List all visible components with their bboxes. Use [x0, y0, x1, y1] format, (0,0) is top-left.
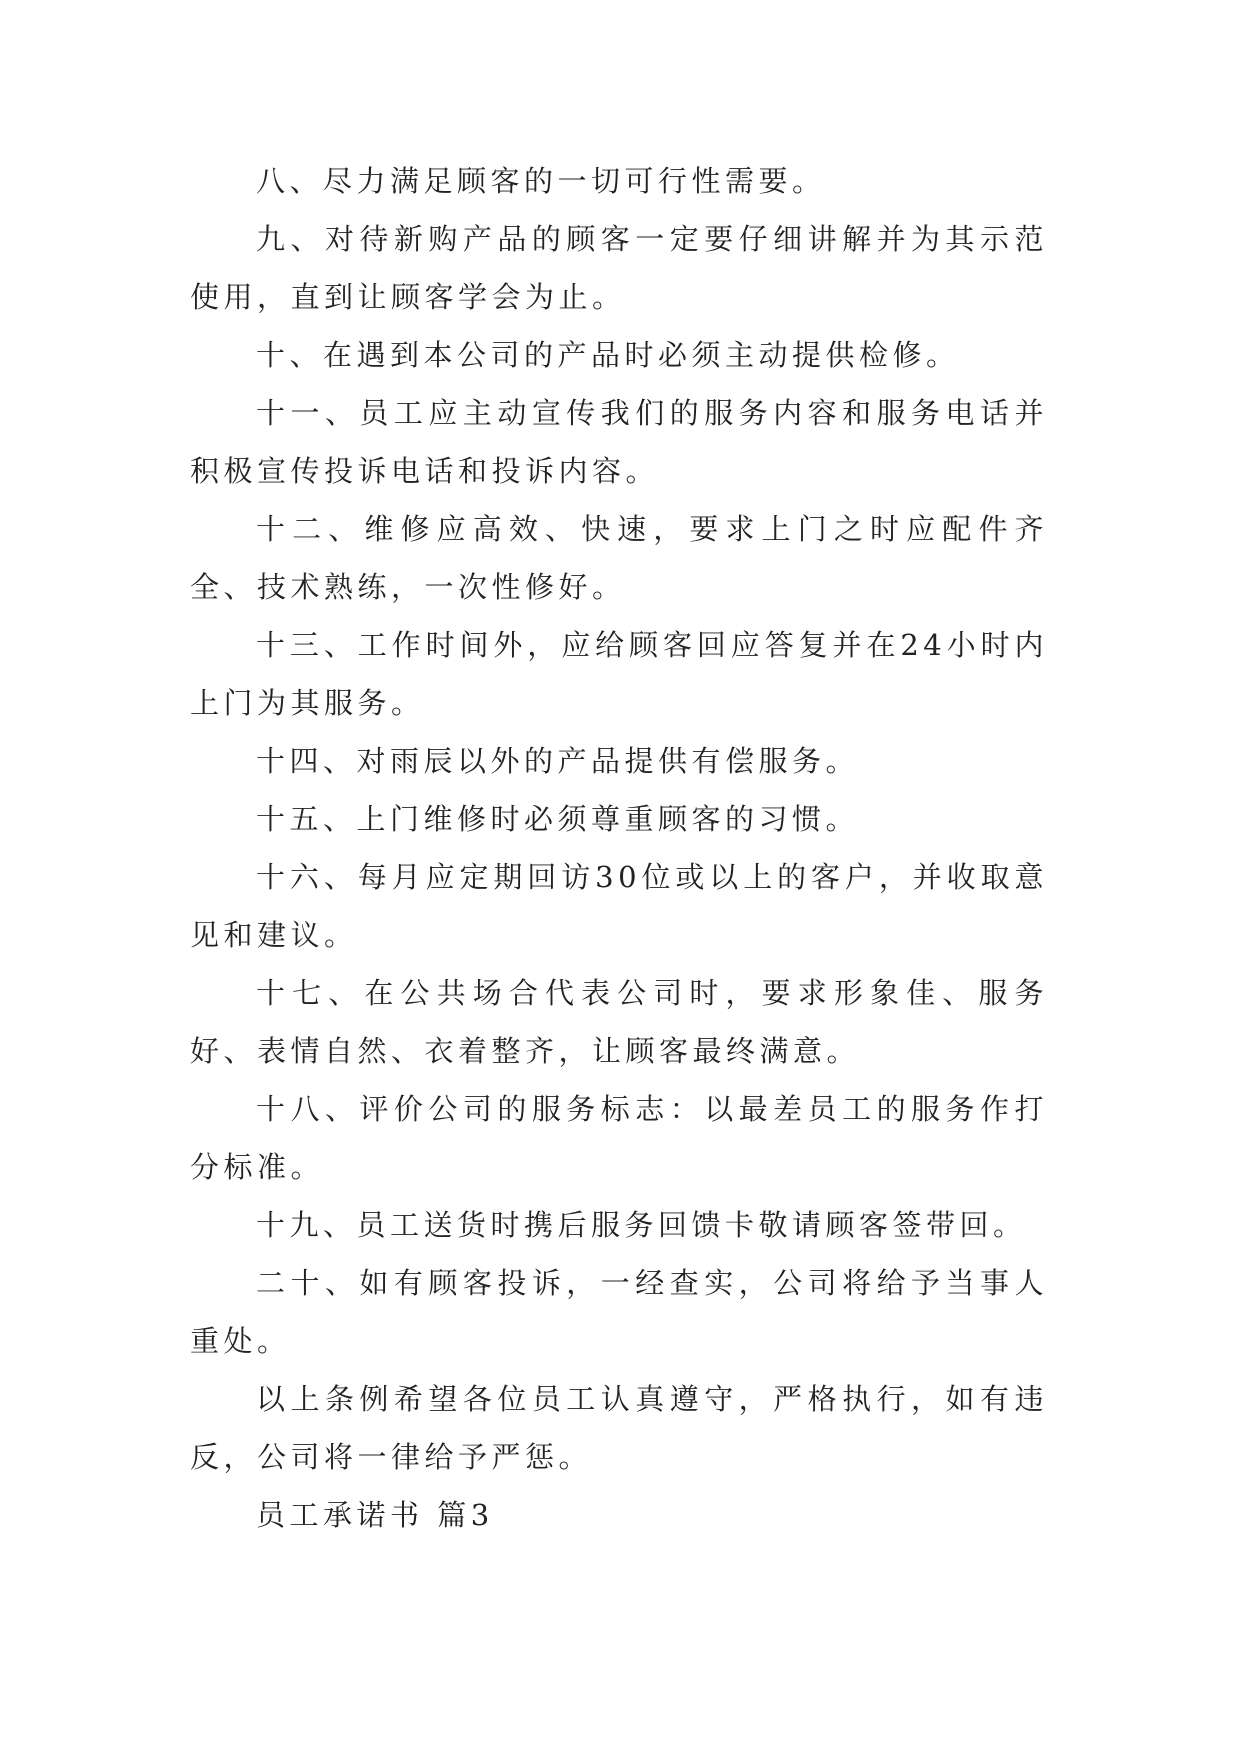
- paragraph-item-12: 十二、维修应高效、快速，要求上门之时应配件齐全、技术熟练，一次性修好。: [190, 512, 1048, 604]
- paragraph-item-16: 十六、每月应定期回访30位或以上的客户，并收取意见和建议。: [190, 860, 1048, 952]
- section-heading: 员工承诺书 篇3: [256, 1498, 494, 1532]
- paragraph-item-20: 二十、如有顾客投诉，一经查实，公司将给予当事人重处。: [190, 1266, 1048, 1358]
- paragraph-item-8: 八、尽力满足顾客的一切可行性需要。: [256, 164, 826, 198]
- paragraph-item-13: 十三、工作时间外，应给顾客回应答复并在24小时内上门为其服务。: [190, 628, 1048, 720]
- paragraph-item-18: 十八、评价公司的服务标志：以最差员工的服务作打分标准。: [190, 1092, 1048, 1184]
- paragraph-item-17: 十七、在公共场合代表公司时，要求形象佳、服务好、表情自然、衣着整齐，让顾客最终满意。: [190, 976, 1048, 1068]
- paragraph-item-19: 十九、员工送货时携后服务回馈卡敬请顾客签带回。: [256, 1208, 1027, 1242]
- paragraph-item-15: 十五、上门维修时必须尊重顾客的习惯。: [256, 802, 860, 836]
- paragraph-item-14: 十四、对雨辰以外的产品提供有偿服务。: [256, 744, 860, 778]
- paragraph-item-9: 九、对待新购产品的顾客一定要仔细讲解并为其示范使用，直到让顾客学会为止。: [190, 222, 1048, 314]
- closing-paragraph: 以上条例希望各位员工认真遵守，严格执行，如有违反，公司将一律给予严惩。: [190, 1382, 1048, 1474]
- paragraph-item-10: 十、在遇到本公司的产品时必须主动提供检修。: [256, 338, 960, 372]
- document-body: [190, 152, 1048, 1544]
- paragraph-item-11: 十一、员工应主动宣传我们的服务内容和服务电话并积极宣传投诉电话和投诉内容。: [190, 396, 1048, 488]
